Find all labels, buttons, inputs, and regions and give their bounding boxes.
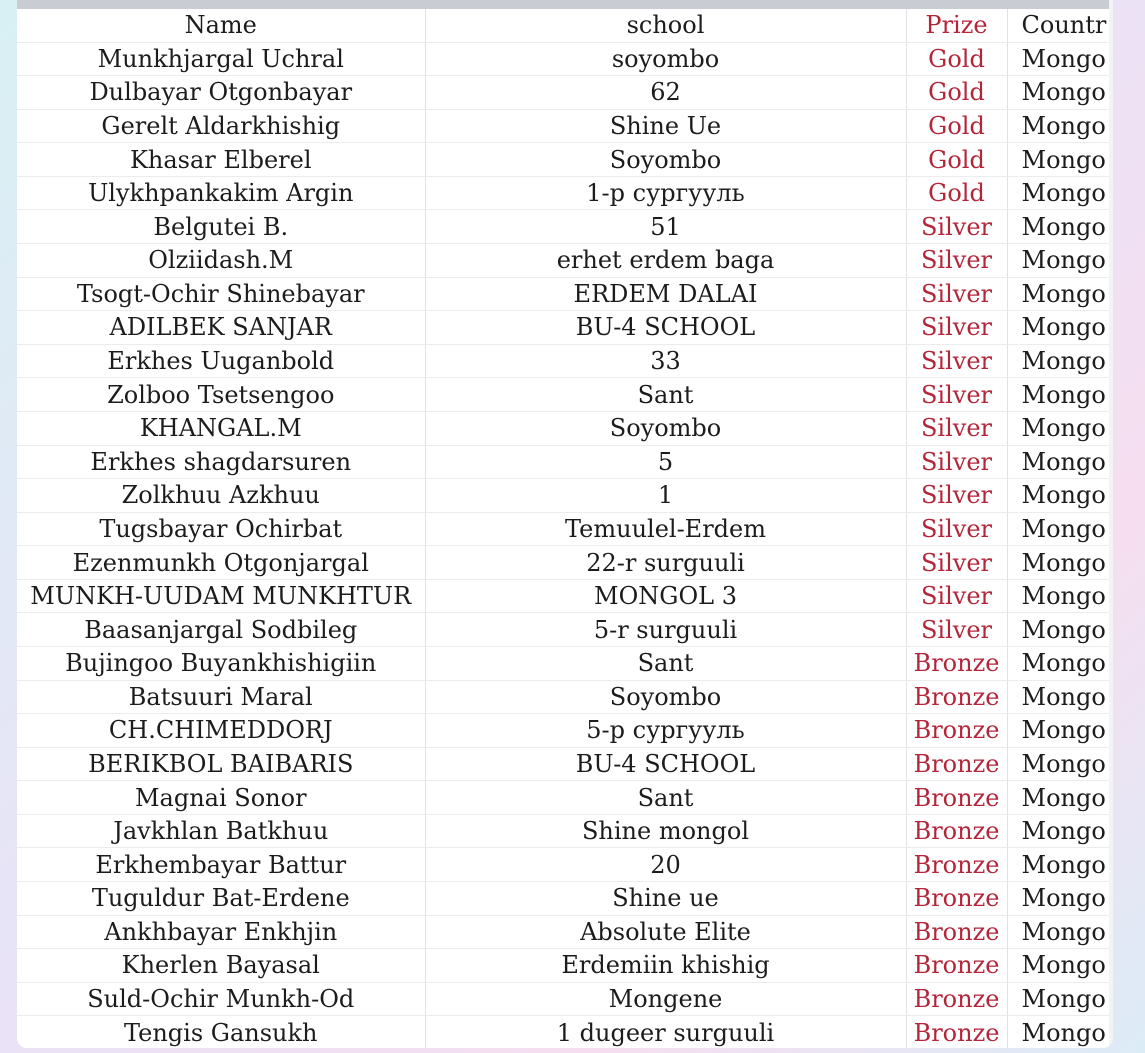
cell-school[interactable]: 5-r surguuli [425, 613, 906, 647]
cell-school[interactable]: 51 [425, 210, 906, 244]
table-row [17, 512, 1113, 546]
cell-country[interactable]: Mongo [1007, 714, 1113, 748]
cell-country[interactable]: Mongo [1007, 1016, 1113, 1048]
header-school[interactable]: school [425, 9, 906, 42]
cell-name[interactable]: Ulykhpankakim Argin [17, 176, 425, 210]
cell-school[interactable]: 1-р сургууль [425, 176, 906, 210]
table-row [17, 546, 1113, 580]
cell-prize[interactable]: Silver [906, 411, 1007, 445]
cell-name[interactable]: Khasar Elberel [17, 143, 425, 177]
table-row [17, 915, 1113, 949]
cell-name[interactable]: Erkhes shagdarsuren [17, 445, 425, 479]
cell-name[interactable]: KHANGAL.M [17, 411, 425, 445]
table-row [17, 949, 1113, 983]
cell-name[interactable]: Belgutei B. [17, 210, 425, 244]
cell-school[interactable]: 62 [425, 76, 906, 110]
table-row [17, 680, 1113, 714]
cell-country[interactable]: Mongo [1007, 109, 1113, 143]
cell-school[interactable]: Shine mongol [425, 814, 906, 848]
cell-prize[interactable]: Silver [906, 579, 1007, 613]
table-row [17, 479, 1113, 513]
table-row [17, 579, 1113, 613]
cell-prize[interactable]: Bronze [906, 848, 1007, 882]
cell-prize[interactable]: Bronze [906, 714, 1007, 748]
table-row [17, 613, 1113, 647]
cell-name[interactable]: Magnai Sonor [17, 781, 425, 815]
cell-name[interactable]: ADILBEK SANJAR [17, 311, 425, 345]
cell-school[interactable]: 5-р сургууль [425, 714, 906, 748]
cell-prize[interactable]: Silver [906, 277, 1007, 311]
cell-school[interactable]: Soyombo [425, 680, 906, 714]
cell-prize[interactable]: Bronze [906, 1016, 1007, 1048]
table-row [17, 143, 1113, 177]
cell-prize[interactable]: Silver [906, 244, 1007, 278]
cell-school[interactable]: ERDEM DALAI [425, 277, 906, 311]
cell-prize[interactable]: Bronze [906, 982, 1007, 1016]
table-row [17, 311, 1113, 345]
cell-prize[interactable]: Silver [906, 311, 1007, 345]
cell-name[interactable]: Tsogt-Ochir Shinebayar [17, 277, 425, 311]
cell-name[interactable]: Gerelt Aldarkhishig [17, 109, 425, 143]
cell-prize[interactable]: Silver [906, 210, 1007, 244]
cell-country[interactable]: Mongo [1007, 176, 1113, 210]
cell-prize[interactable]: Bronze [906, 915, 1007, 949]
cell-name[interactable]: CH.CHIMEDDORJ [17, 714, 425, 748]
cell-country[interactable]: Mongo [1007, 882, 1113, 916]
cell-school[interactable]: MONGOL 3 [425, 579, 906, 613]
cell-school[interactable]: Shine ue [425, 882, 906, 916]
cell-country[interactable]: Mongo [1007, 378, 1113, 412]
cell-country[interactable]: Mongo [1007, 613, 1113, 647]
cell-country[interactable]: Mongo [1007, 680, 1113, 714]
table-row [17, 1016, 1113, 1048]
cell-name[interactable]: Erkhes Uuganbold [17, 344, 425, 378]
cell-name[interactable]: Javkhlan Batkhuu [17, 814, 425, 848]
table-row [17, 714, 1113, 748]
cell-name[interactable]: Suld-Ochir Munkh-Od [17, 982, 425, 1016]
cell-country[interactable]: Mongo [1007, 646, 1113, 680]
cell-name[interactable]: Olziidash.M [17, 244, 425, 278]
cell-country[interactable]: Mongo [1007, 42, 1113, 76]
cell-school[interactable]: 22-r surguuli [425, 546, 906, 580]
table-row [17, 244, 1113, 278]
header-name[interactable]: Name [17, 9, 425, 42]
cell-country[interactable]: Mongo [1007, 781, 1113, 815]
cell-prize[interactable]: Silver [906, 344, 1007, 378]
table-row [17, 76, 1113, 110]
cell-country[interactable]: Mongo [1007, 915, 1113, 949]
cell-name[interactable]: Baasanjargal Sodbileg [17, 613, 425, 647]
cell-prize[interactable]: Bronze [906, 814, 1007, 848]
cell-country[interactable]: Mongo [1007, 244, 1113, 278]
cell-school[interactable]: 33 [425, 344, 906, 378]
cell-name[interactable]: Batsuuri Maral [17, 680, 425, 714]
cell-country[interactable]: Mongo [1007, 949, 1113, 983]
cell-country[interactable]: Mongo [1007, 143, 1113, 177]
cell-country[interactable]: Mongo [1007, 747, 1113, 781]
table-row [17, 378, 1113, 412]
scroll-edge [1109, 0, 1113, 1048]
cell-name[interactable]: BERIKBOL BAIBARIS [17, 747, 425, 781]
cell-prize[interactable]: Silver [906, 546, 1007, 580]
cell-country[interactable]: Mongo [1007, 982, 1113, 1016]
cell-country[interactable]: Mongo [1007, 210, 1113, 244]
cell-prize[interactable]: Gold [906, 76, 1007, 110]
table-row [17, 781, 1113, 815]
cell-prize[interactable]: Silver [906, 479, 1007, 513]
cell-school[interactable]: Erdemiin khishig [425, 949, 906, 983]
cell-country[interactable]: Mongo [1007, 512, 1113, 546]
cell-prize[interactable]: Bronze [906, 747, 1007, 781]
cell-name[interactable]: Tuguldur Bat-Erdene [17, 882, 425, 916]
cell-school[interactable]: erhet erdem baga [425, 244, 906, 278]
cell-prize[interactable]: Silver [906, 512, 1007, 546]
cell-school[interactable]: Sant [425, 378, 906, 412]
table-row [17, 42, 1113, 76]
cell-prize[interactable]: Bronze [906, 646, 1007, 680]
results-table [17, 9, 1113, 1048]
cell-school[interactable]: BU-4 SCHOOL [425, 311, 906, 345]
table-row [17, 982, 1113, 1016]
table-row [17, 109, 1113, 143]
cell-country[interactable]: Mongo [1007, 848, 1113, 882]
cell-country[interactable]: Mongo [1007, 546, 1113, 580]
cell-school[interactable]: Temuulel-Erdem [425, 512, 906, 546]
cell-prize[interactable]: Bronze [906, 781, 1007, 815]
cell-name[interactable]: Bujingoo Buyankhishigiin [17, 646, 425, 680]
cell-country[interactable]: Mongo [1007, 814, 1113, 848]
cell-name[interactable]: MUNKH-UUDAM MUNKHTUR [17, 579, 425, 613]
cell-school[interactable]: Sant [425, 646, 906, 680]
cell-name[interactable]: Zolkhuu Azkhuu [17, 479, 425, 513]
cell-prize[interactable]: Bronze [906, 882, 1007, 916]
table-row [17, 176, 1113, 210]
table-row [17, 445, 1113, 479]
cell-prize[interactable]: Silver [906, 378, 1007, 412]
cell-country[interactable]: Mongo [1007, 411, 1113, 445]
cell-school[interactable]: Mongene [425, 982, 906, 1016]
cell-country[interactable]: Mongo [1007, 344, 1113, 378]
cell-name[interactable]: Tengis Gansukh [17, 1016, 425, 1048]
cell-country[interactable]: Mongo [1007, 445, 1113, 479]
table-body [17, 42, 1113, 1048]
cell-name[interactable]: Dulbayar Otgonbayar [17, 76, 425, 110]
cell-school[interactable]: 20 [425, 848, 906, 882]
table-row [17, 210, 1113, 244]
header-prize[interactable]: Prize [906, 9, 1007, 42]
table-row [17, 747, 1113, 781]
table-row [17, 411, 1113, 445]
table-row [17, 882, 1113, 916]
cell-name[interactable]: Erkhembayar Battur [17, 848, 425, 882]
cell-school[interactable]: Soyombo [425, 143, 906, 177]
top-toolbar-edge [17, 0, 1113, 9]
cell-country[interactable]: Mongo [1007, 277, 1113, 311]
spreadsheet-frame [17, 0, 1113, 1048]
cell-name[interactable]: Munkhjargal Uchral [17, 42, 425, 76]
cell-country[interactable]: Mongo [1007, 76, 1113, 110]
table-row [17, 814, 1113, 848]
table-row [17, 344, 1113, 378]
cell-school[interactable]: Absolute Elite [425, 915, 906, 949]
cell-name[interactable]: Ankhbayar Enkhjin [17, 915, 425, 949]
cell-name[interactable]: Zolboo Tsetsengoo [17, 378, 425, 412]
cell-country[interactable]: Mongo [1007, 479, 1113, 513]
cell-prize[interactable]: Gold [906, 176, 1007, 210]
table-row [17, 277, 1113, 311]
cell-school[interactable]: Soyombo [425, 411, 906, 445]
cell-school[interactable]: soyombo [425, 42, 906, 76]
cell-school[interactable]: Shine Ue [425, 109, 906, 143]
cell-prize[interactable]: Silver [906, 613, 1007, 647]
cell-name[interactable]: Kherlen Bayasal [17, 949, 425, 983]
table-row [17, 848, 1113, 882]
cell-school[interactable]: 1 dugeer surguuli [425, 1016, 906, 1048]
cell-prize[interactable]: Bronze [906, 949, 1007, 983]
cell-name[interactable]: Tugsbayar Ochirbat [17, 512, 425, 546]
cell-school[interactable]: 5 [425, 445, 906, 479]
cell-prize[interactable]: Bronze [906, 680, 1007, 714]
header-country[interactable]: Countr [1007, 9, 1113, 42]
cell-country[interactable]: Mongo [1007, 311, 1113, 345]
cell-school[interactable]: Sant [425, 781, 906, 815]
cell-prize[interactable]: Silver [906, 445, 1007, 479]
table-row [17, 646, 1113, 680]
cell-name[interactable]: Ezenmunkh Otgonjargal [17, 546, 425, 580]
cell-prize[interactable]: Gold [906, 143, 1007, 177]
header-row [17, 9, 1113, 42]
cell-country[interactable]: Mongo [1007, 579, 1113, 613]
cell-prize[interactable]: Gold [906, 109, 1007, 143]
cell-school[interactable]: BU-4 SCHOOL [425, 747, 906, 781]
cell-school[interactable]: 1 [425, 479, 906, 513]
cell-prize[interactable]: Gold [906, 42, 1007, 76]
